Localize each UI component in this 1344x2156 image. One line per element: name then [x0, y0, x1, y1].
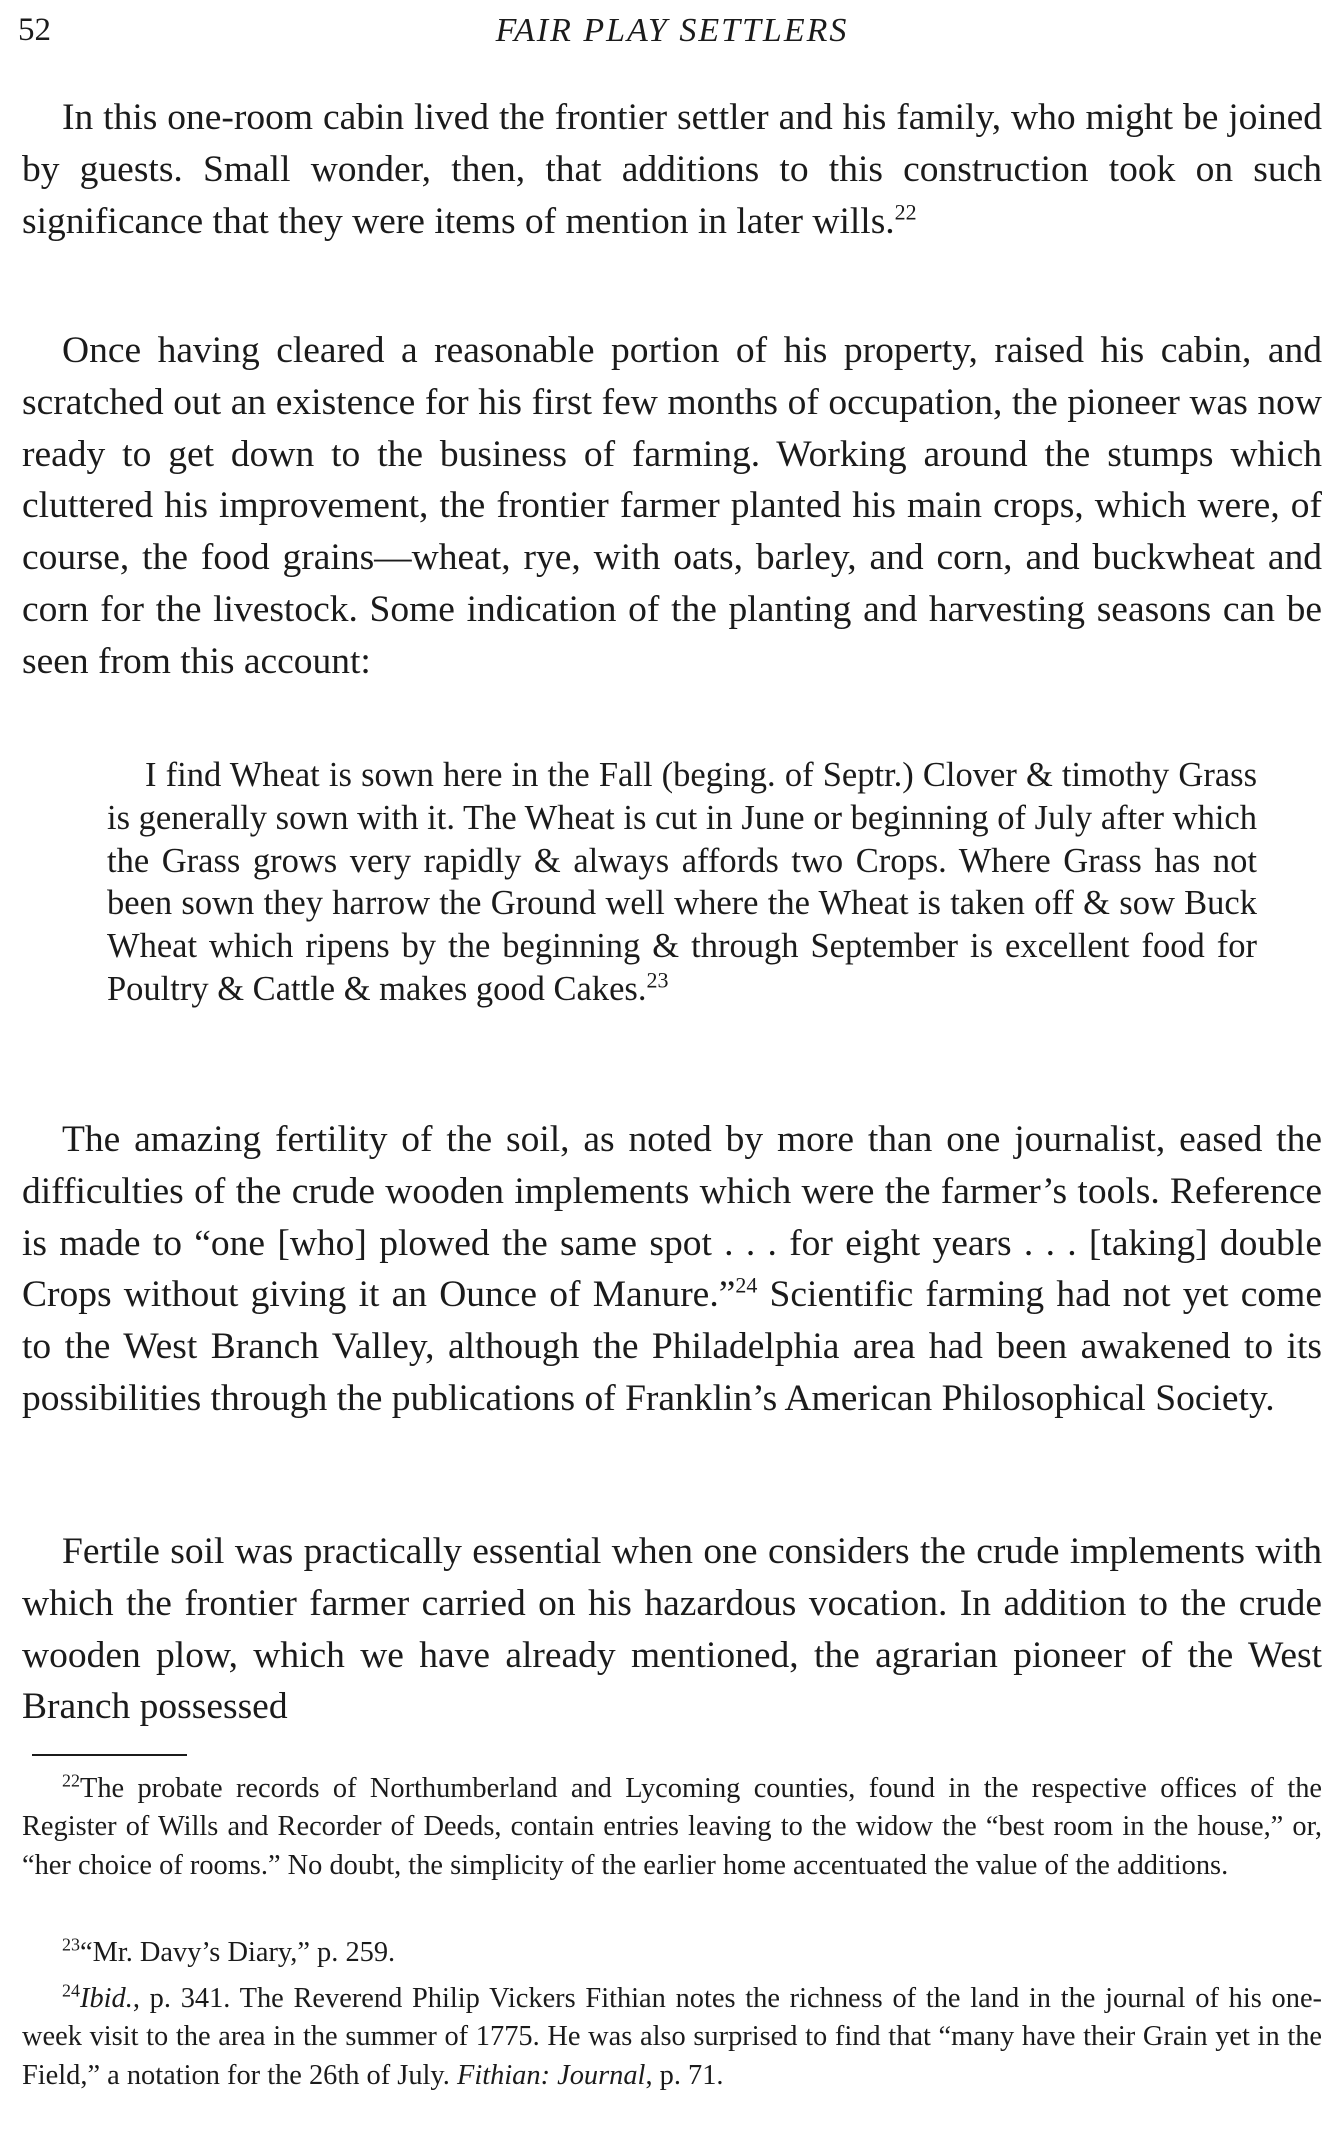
footnote-ibid: Ibid. — [80, 1983, 133, 2014]
footnote-22 — [22, 1770, 1322, 1885]
quote-text: I find Wheat is sown here in the Fall (beging. of Septr.) Clover & timothy Grass is generally sown with it. The Wheat is cut in June or beginning of July after which the Grass grows very rapidly & always affords two Crops. Where Grass has not been sown they harrow the Ground well where the Wheat is taken off & sow Buck Wheat which ripens by the beginning & through September is excellent food for Poultry & Cattle & makes good Cakes. — [107, 756, 1257, 1008]
paragraph-text: Scientific farming had not yet come to the West Branch Valley, although the Philadelphia area had been awakened to its possibilities through the publications of Franklin’s American Philosophical Society. — [22, 1274, 1322, 1419]
page-header — [18, 0, 1322, 70]
footnote-divider — [32, 1754, 187, 1756]
paragraph-cabin — [22, 92, 1322, 247]
footnote-23 — [22, 1934, 1322, 1972]
paragraph-farming — [22, 325, 1322, 688]
paragraph-implements — [22, 1526, 1322, 1733]
footnote-text: “Mr. Davy’s Diary,” p. 259. — [80, 1937, 396, 1968]
footnote-mark: 23 — [62, 1934, 80, 1955]
footnote-mark: 24 — [62, 1980, 80, 2001]
note-reference: 23 — [646, 967, 669, 993]
paragraph-text: The amazing fertility of the soil, as noted by more than one journalist, eased the difficulties of the crude wooden implements which were the farmer’s tools. Reference is made to “one [who] plowed the same spot . . . for eight years . . . [taking] double Crops without giving it an Ounce of Manure.” — [22, 1119, 1322, 1316]
footnote-source-title: Fithian: Journal — [456, 2059, 646, 2091]
note-reference: 24 — [735, 1272, 758, 1298]
note-reference: 22 — [894, 199, 917, 225]
paragraph-text: In this one-room cabin lived the frontier settler and his family, who might be joined by guests. Small wonder, then, that additions to this construction took on such significance that they were items of mention in later wills. — [22, 97, 1322, 242]
running-head: FAIR PLAY SETTLERS — [495, 12, 849, 49]
block-quote — [107, 754, 1257, 1011]
footnote-text: , p. 341. The Reverend Philip Vickers Fithian notes the richness of the land in the journal of his one-week visit to the area in the summer of 1775. He was also surprised to find that “many have their Grain yet in the Field,” a notation for the 26th of July. — [22, 1983, 1322, 2091]
footnote-mark: 22 — [62, 1770, 80, 1791]
paragraph-text: Fertile soil was practically essential when one considers the crude implements with which the frontier farmer carried on his hazardous vocation. In addition to the crude wooden plow, which we have already mentioned, the agrarian pioneer of the West Branch possessed — [22, 1531, 1322, 1728]
footnote-text: The probate records of Northumberland and Lycoming counties, found in the respective offices of the Register of Wills and Recorder of Deeds, contain entries leaving to the widow the “best room in the house,” or, “her choice of rooms.” No doubt, the simplicity of the earlier home accentuated the value of the additions. — [22, 1773, 1322, 1881]
paragraph-fertility — [22, 1114, 1322, 1425]
paragraph-text: Once having cleared a reasonable portion of his property, raised his cabin, and scratched out an existence for his first few months of occupation, the pioneer was now ready to get down to the business of farming. Working around the stumps which cluttered his improvement, the frontier farmer planted his main crops, which were, of course, the food grains—wheat, rye, with oats, barley, and corn, and buckwheat and corn for the livestock. Some indication of the planting and harvesting seasons can be seen from this account: — [22, 330, 1322, 682]
page-number: 52 — [18, 12, 51, 48]
footnote-text: , p. 71. — [645, 2059, 724, 2091]
footnote-24 — [22, 1980, 1322, 2095]
book-page — [18, 0, 1322, 2091]
